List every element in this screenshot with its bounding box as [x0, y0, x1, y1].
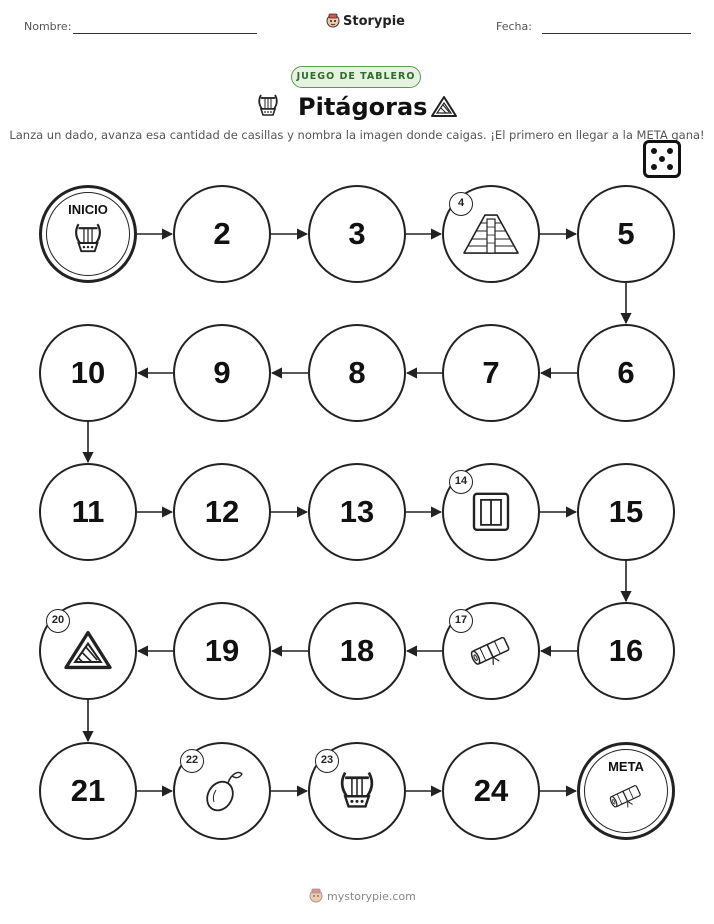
- board-cell-6: [577, 324, 675, 422]
- lyre-icon: [70, 219, 105, 263]
- cell-number-badge: 20: [46, 609, 70, 633]
- board-cell-12: [173, 463, 271, 561]
- board-cell-start: [39, 185, 137, 283]
- cell-number: 7: [482, 355, 500, 390]
- board-cell-18: [308, 602, 406, 700]
- board-cell-4: [442, 185, 540, 283]
- board-cell-15: [577, 463, 675, 561]
- olive-icon: [200, 768, 244, 819]
- board-cell-5: [577, 185, 675, 283]
- cell-number-badge: 22: [180, 749, 204, 773]
- cell-number: 12: [204, 494, 240, 529]
- cell-number: 8: [348, 355, 366, 390]
- date-label: Fecha:: [496, 20, 532, 33]
- cell-number: 5: [617, 216, 635, 251]
- cell-number: 24: [473, 773, 509, 808]
- board-cell-8: [308, 324, 406, 422]
- board-cell-24: [442, 742, 540, 840]
- cell-number: 6: [617, 355, 635, 390]
- cell-number-badge: 23: [315, 749, 339, 773]
- board-cell-7: [442, 324, 540, 422]
- cell-number: 2: [213, 216, 231, 251]
- cell-number: 15: [608, 494, 644, 529]
- footer: [309, 888, 416, 904]
- page-title: Pitágoras: [298, 93, 428, 121]
- door-icon: [471, 491, 511, 538]
- scroll-icon: [468, 633, 514, 672]
- cell-number: 9: [213, 355, 231, 390]
- cell-number-badge: 14: [449, 470, 473, 494]
- footer-url: mystorypie.com: [327, 889, 416, 903]
- cell-number: 10: [70, 355, 106, 390]
- cell-number: 13: [339, 494, 375, 529]
- board-cell-23: [308, 742, 406, 840]
- cell-number: 16: [608, 633, 644, 668]
- board-cell-22: [173, 742, 271, 840]
- pyramid-icon: [460, 211, 522, 262]
- board-cell-goal: [577, 742, 675, 840]
- cell-number-badge: 4: [449, 192, 473, 216]
- cell-number: 18: [339, 633, 375, 668]
- board-cell-10: [39, 324, 137, 422]
- cell-number: 11: [71, 494, 105, 529]
- board-cell-11: [39, 463, 137, 561]
- board-cell-14: [442, 463, 540, 561]
- board-cell-16: [577, 602, 675, 700]
- mascot-icon: [309, 888, 323, 904]
- board-cell-21: [39, 742, 137, 840]
- cell-number-badge: 17: [449, 609, 473, 633]
- scroll-icon: [608, 783, 645, 814]
- goal-label: META: [608, 759, 644, 774]
- triangle-icon: [62, 629, 114, 678]
- instructions: Lanza un dado, avanza esa cantidad de casillas y nombra la imagen donde caigas. ¡El primero en llegar a la META gana!: [9, 128, 705, 142]
- board-cell-9: [173, 324, 271, 422]
- board-cell-13: [308, 463, 406, 561]
- cell-number: 19: [204, 633, 240, 668]
- start-label: INICIO: [68, 202, 108, 217]
- board-cell-17: [442, 602, 540, 700]
- board-cell-2: [173, 185, 271, 283]
- board-cell-20: [39, 602, 137, 700]
- cell-number: 3: [348, 216, 366, 251]
- lyre-icon: [335, 766, 379, 821]
- brand-name: Storypie: [343, 13, 405, 29]
- cell-number: 21: [70, 773, 106, 808]
- name-label: Nombre:: [24, 20, 72, 33]
- board-cell-19: [173, 602, 271, 700]
- board-cell-3: [308, 185, 406, 283]
- game-type-tag: JUEGO DE TABLERO: [291, 66, 421, 88]
